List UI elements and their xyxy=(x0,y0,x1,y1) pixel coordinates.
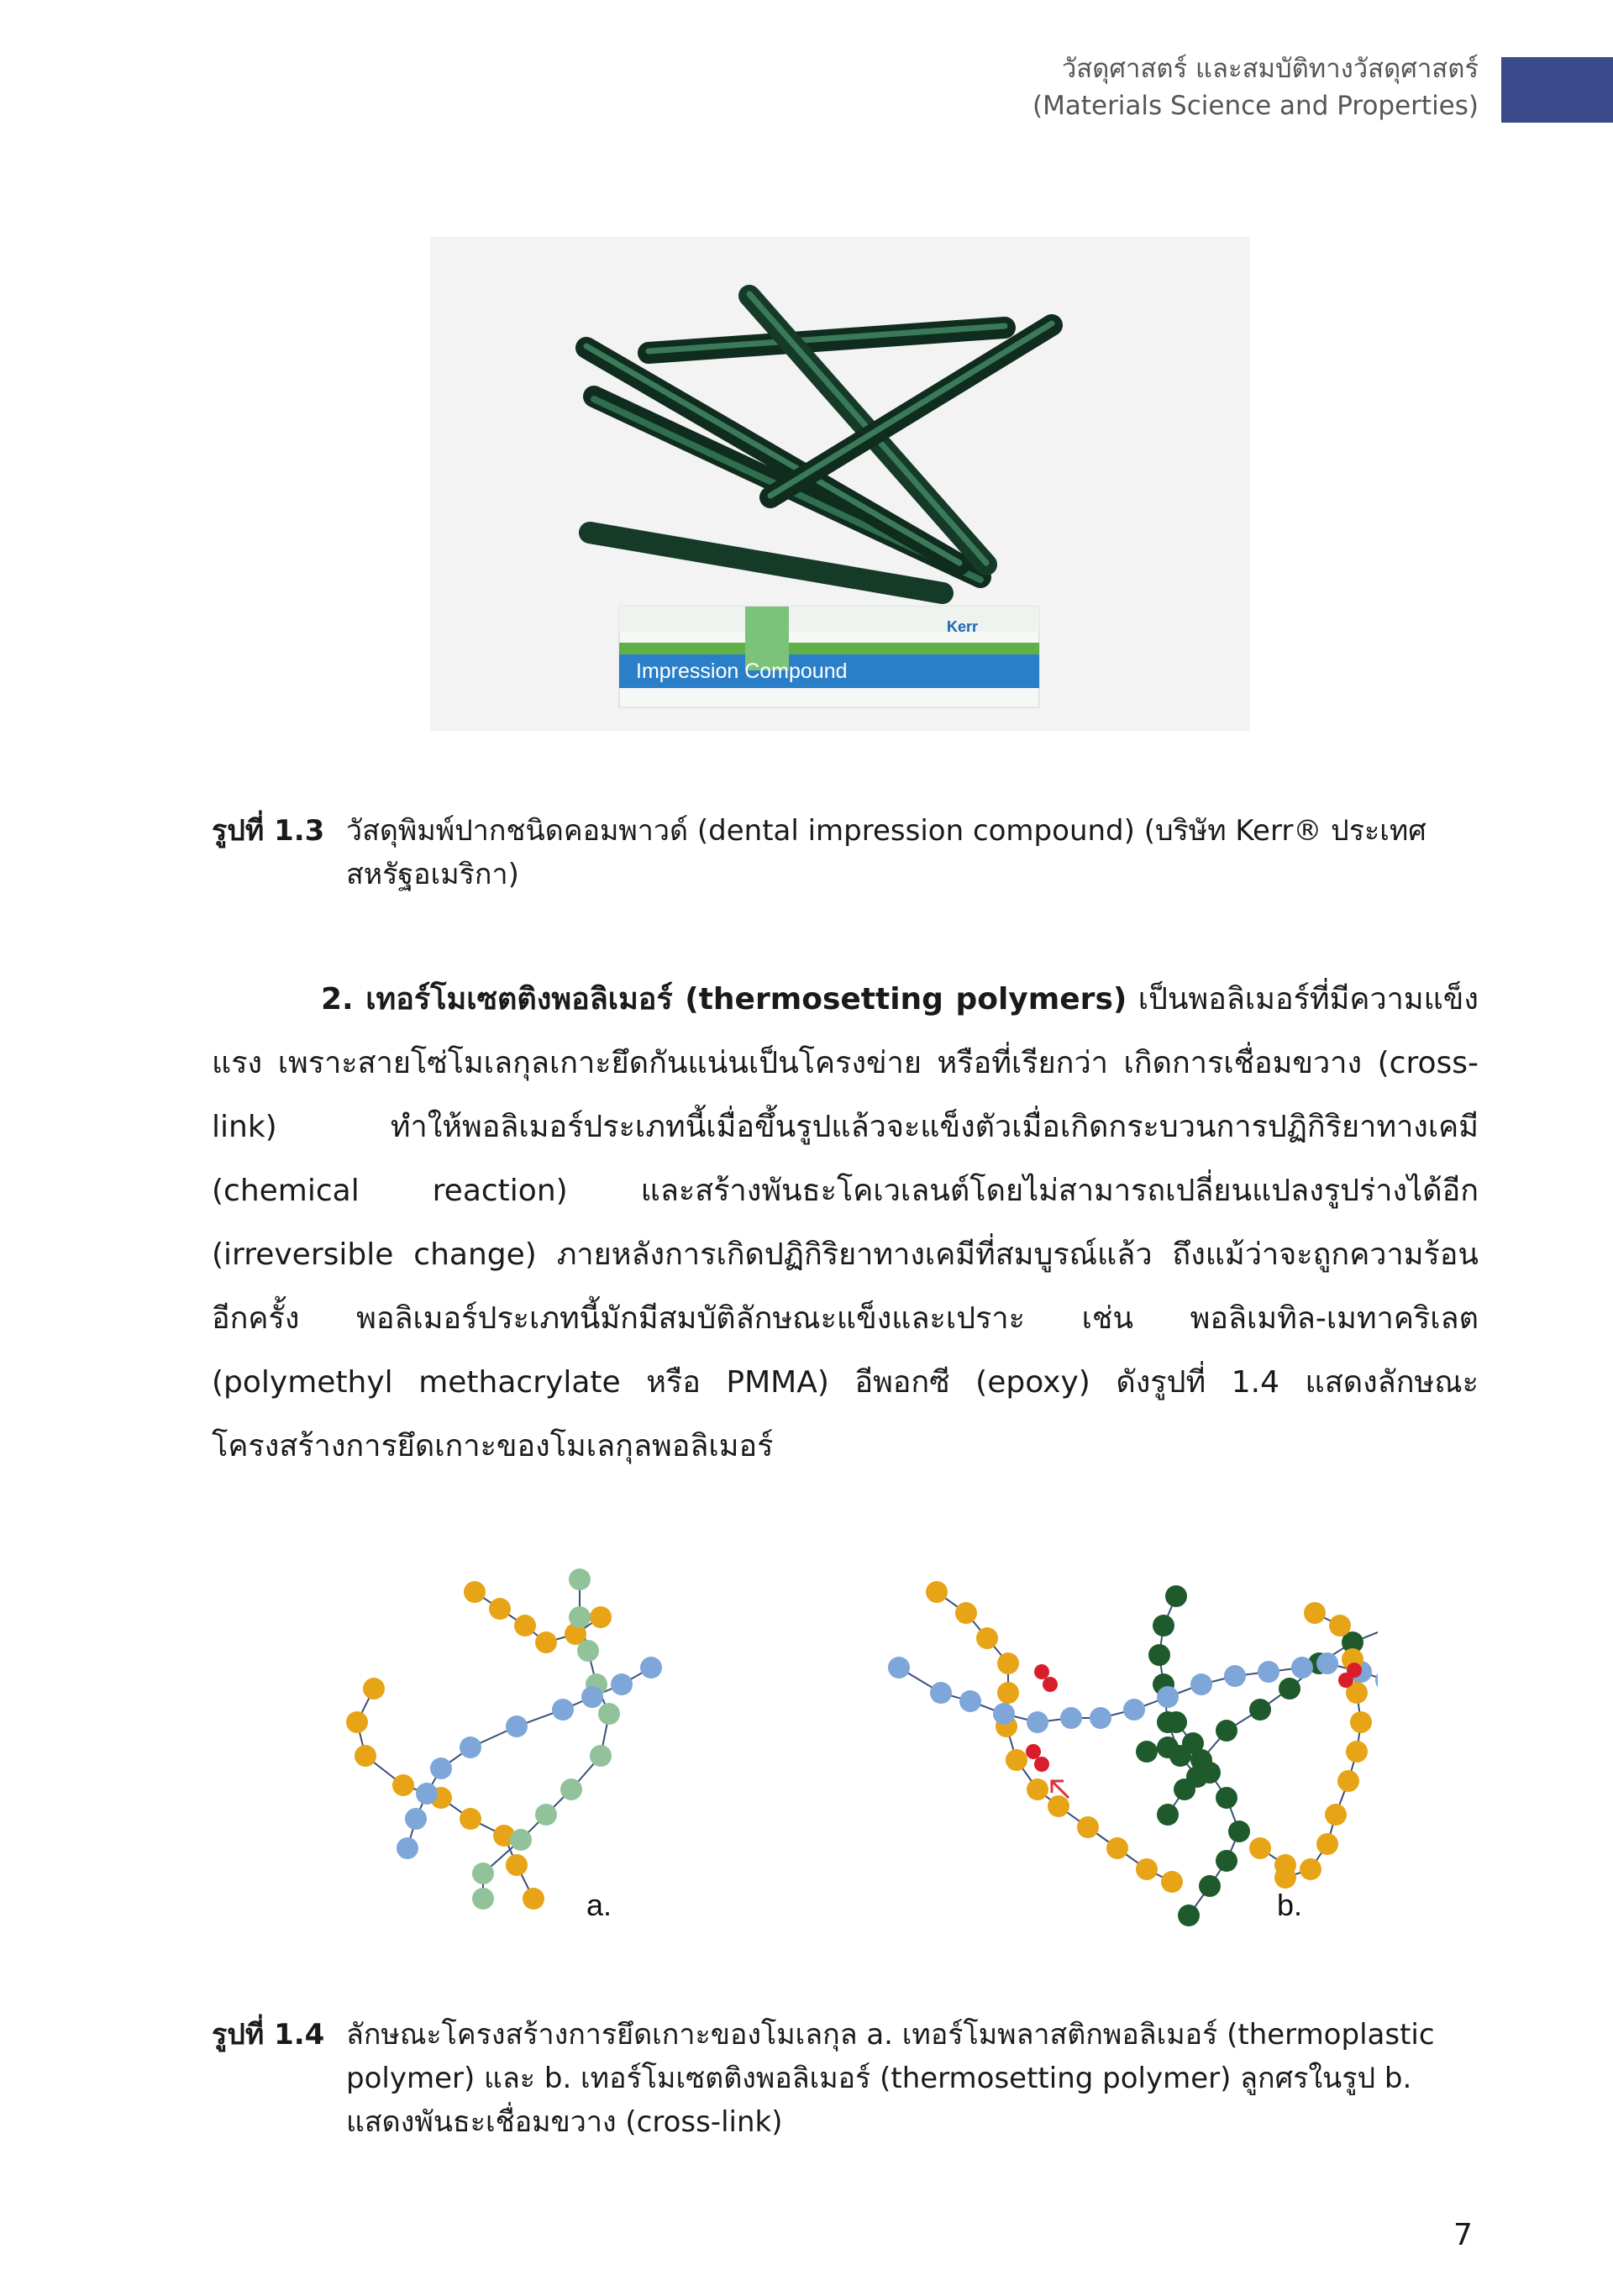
chain-bond xyxy=(483,1579,609,1899)
monomer-atom xyxy=(1157,1686,1179,1708)
monomer-atom xyxy=(1274,1854,1296,1876)
monomer-atom xyxy=(959,1690,981,1712)
monomer-atom xyxy=(1375,1669,1378,1691)
figure-1-3-number: รูปที่ 1.3 xyxy=(212,814,325,848)
polymer-structure-diagram xyxy=(319,1546,1378,1941)
monomer-atom xyxy=(930,1682,952,1704)
monomer-atom xyxy=(392,1774,414,1796)
monomer-atom xyxy=(1216,1850,1237,1872)
monomer-atom xyxy=(1228,1821,1250,1842)
monomer-atom xyxy=(1174,1778,1195,1800)
monomer-atom xyxy=(472,1888,494,1910)
monomer-atom xyxy=(1258,1661,1279,1683)
diagram-label-a: a. xyxy=(586,1888,612,1922)
monomer-atom xyxy=(997,1682,1019,1704)
header-color-bar xyxy=(1501,57,1613,123)
monomer-atom xyxy=(1090,1707,1111,1729)
box-label: Impression Compound xyxy=(636,659,848,683)
monomer-atom xyxy=(1165,1711,1187,1733)
monomer-atom xyxy=(523,1888,544,1910)
monomer-atom xyxy=(464,1581,486,1603)
monomer-atom xyxy=(1249,1699,1271,1721)
monomer-atom xyxy=(955,1602,977,1624)
monomer-atom xyxy=(1329,1615,1351,1637)
monomer-atom xyxy=(598,1703,620,1725)
monomer-atom xyxy=(1178,1905,1200,1926)
monomer-atom xyxy=(1026,1744,1041,1759)
monomer-atom xyxy=(1043,1677,1058,1692)
monomer-atom xyxy=(460,1808,481,1830)
diagram-label-b: b. xyxy=(1277,1888,1303,1922)
monomer-atom xyxy=(1279,1678,1300,1700)
monomer-atom xyxy=(1347,1663,1362,1678)
monomer-atom xyxy=(535,1804,557,1826)
figure-1-3-caption xyxy=(212,809,1438,896)
polymer-structure-svg xyxy=(319,1546,1378,1941)
header-title-english: (Materials Science and Properties) xyxy=(1032,91,1479,121)
monomer-atom xyxy=(1060,1707,1082,1729)
monomer-atom xyxy=(569,1606,591,1628)
monomer-atom xyxy=(1249,1837,1271,1859)
monomer-atom xyxy=(926,1581,948,1603)
monomer-atom xyxy=(1224,1665,1246,1687)
monomer-atom xyxy=(590,1745,612,1767)
monomer-atom xyxy=(1148,1644,1170,1666)
impression-compound-photo xyxy=(430,237,1250,731)
monomer-atom xyxy=(416,1783,438,1805)
section-heading: 2. เทอร์โมเซตติงพอลิเมอร์ (thermosetting polymers) xyxy=(321,982,1127,1017)
monomer-atom xyxy=(1199,1875,1221,1897)
monomer-atom xyxy=(460,1736,481,1758)
monomer-atom xyxy=(535,1631,557,1653)
header-title-thai: วัสดุศาสตร์ และสมบัติทางวัสดุศาสตร์ xyxy=(1061,54,1479,84)
monomer-atom xyxy=(1304,1602,1326,1624)
monomer-atom xyxy=(577,1640,599,1662)
monomer-atom xyxy=(430,1757,452,1779)
monomer-atom xyxy=(1157,1804,1179,1826)
monomer-atom xyxy=(1106,1837,1128,1859)
monomer-atom xyxy=(569,1568,591,1590)
figure-1-4-caption xyxy=(212,2013,1438,2144)
monomer-atom xyxy=(993,1703,1015,1725)
monomer-atom xyxy=(888,1657,910,1679)
monomer-atom xyxy=(1182,1732,1204,1754)
monomer-atom xyxy=(1136,1858,1158,1880)
monomer-atom xyxy=(1077,1816,1099,1838)
monomer-atom xyxy=(1153,1615,1174,1637)
monomer-atom xyxy=(355,1745,376,1767)
monomer-atom xyxy=(510,1829,532,1851)
monomer-atom xyxy=(1027,1711,1048,1733)
monomer-atom xyxy=(1199,1762,1221,1784)
monomer-atom xyxy=(1190,1673,1212,1695)
cross-link-arrow xyxy=(1052,1781,1069,1798)
figure-1-3-text: วัสดุพิมพ์ปากชนิดคอมพาวด์ (dental impression compound) (บริษัท Kerr® ประเทศสหรัฐอเมริกา) xyxy=(346,814,1426,891)
monomer-atom xyxy=(581,1686,603,1708)
monomer-atom xyxy=(1161,1871,1183,1893)
monomer-atom xyxy=(1216,1787,1237,1809)
monomer-atom xyxy=(1034,1757,1049,1772)
monomer-atom xyxy=(397,1837,418,1859)
monomer-atom xyxy=(1316,1833,1338,1855)
section-text: เป็นพอลิเมอร์ที่มีความแข็งแรง เพราะสายโซ่โมเลกุลเกาะยึดกันแน่นเป็นโครงข่าย หรือที่เรียกว่า เกิดการเชื่อมขวาง (cross-link) ทำให้พอลิเมอร์ประเภทนี้เมื่อขึ้นรูปแล้วจะแข็งตัวเมื่อเกิดกระบวนการปฏิกิริยาทางเคมี (chemical reaction) และสร้างพันธะโคเวเลนต์โดยไม่สามารถเปลี่ยนแปลงรูปร่างได้อีก (irreversible change) ภายหลังการเกิดปฏิกิริยาทางเคมีที่สมบูรณ์แล้ว ถึงแม้ว่าจะถูกความร้อนอีกครั้ง พอลิเมอร์ประเภทนี้มักมีสมบัติลักษณะแข็งและเปราะ เช่น พอลิเมทิล-เมทาคริเลต (polymethyl methacrylate หรือ PMMA) อีพอกซี (epoxy) ดังรูปที่ 1.4 แสดงลักษณะโครงสร้างการยึดเกาะของโมเลกุลพอลิเมอร์ xyxy=(212,982,1479,1463)
figure-1-4-text: ลักษณะโครงสร้างการยึดเกาะของโมเลกุล a. เทอร์โมพลาสติกพอลิเมอร์ (thermoplastic polymer) และ b. เทอร์โมเซตติงพอลิเมอร์ (thermosetting polymer) ลูกศรในรูป b. แสดงพันธะเชื่อมขวาง (cross-link) xyxy=(346,2018,1435,2139)
monomer-atom xyxy=(1048,1795,1069,1817)
monomer-atom xyxy=(1350,1711,1372,1733)
monomer-atom xyxy=(1316,1652,1338,1674)
monomer-atom xyxy=(1216,1720,1237,1742)
monomer-atom xyxy=(346,1711,368,1733)
monomer-atom xyxy=(1291,1657,1313,1679)
page-number: 7 xyxy=(1453,2218,1473,2252)
monomer-atom xyxy=(1325,1804,1347,1826)
monomer-atom xyxy=(405,1808,427,1830)
monomer-atom xyxy=(976,1627,998,1649)
figure-1-4-number: รูปที่ 1.4 xyxy=(212,2018,325,2052)
monomer-atom xyxy=(1006,1749,1027,1771)
monomer-atom xyxy=(590,1606,612,1628)
monomer-atom xyxy=(640,1657,662,1679)
monomer-atom xyxy=(611,1673,633,1695)
box-brand: Kerr xyxy=(947,618,979,635)
monomer-atom xyxy=(560,1778,582,1800)
monomer-atom xyxy=(1165,1585,1187,1607)
monomer-atom xyxy=(363,1678,385,1700)
monomer-atom xyxy=(514,1615,536,1637)
monomer-atom xyxy=(1123,1699,1145,1721)
impression-compound-illustration xyxy=(430,237,1250,731)
monomer-atom xyxy=(1027,1778,1048,1800)
monomer-atom xyxy=(489,1598,511,1620)
monomer-atom xyxy=(1337,1770,1359,1792)
monomer-atom xyxy=(472,1863,494,1884)
running-header xyxy=(1032,50,1479,124)
monomer-atom xyxy=(552,1699,574,1721)
monomer-atom xyxy=(1136,1741,1158,1763)
monomer-atom xyxy=(506,1854,528,1876)
monomer-atom xyxy=(1034,1664,1049,1679)
monomer-atom xyxy=(1300,1858,1321,1880)
monomer-atom xyxy=(1157,1736,1179,1758)
monomer-atom xyxy=(997,1652,1019,1674)
monomer-atom xyxy=(506,1715,528,1737)
monomer-atom xyxy=(1346,1741,1368,1763)
section-paragraph xyxy=(212,968,1479,1479)
chain-bond xyxy=(937,1592,1172,1882)
